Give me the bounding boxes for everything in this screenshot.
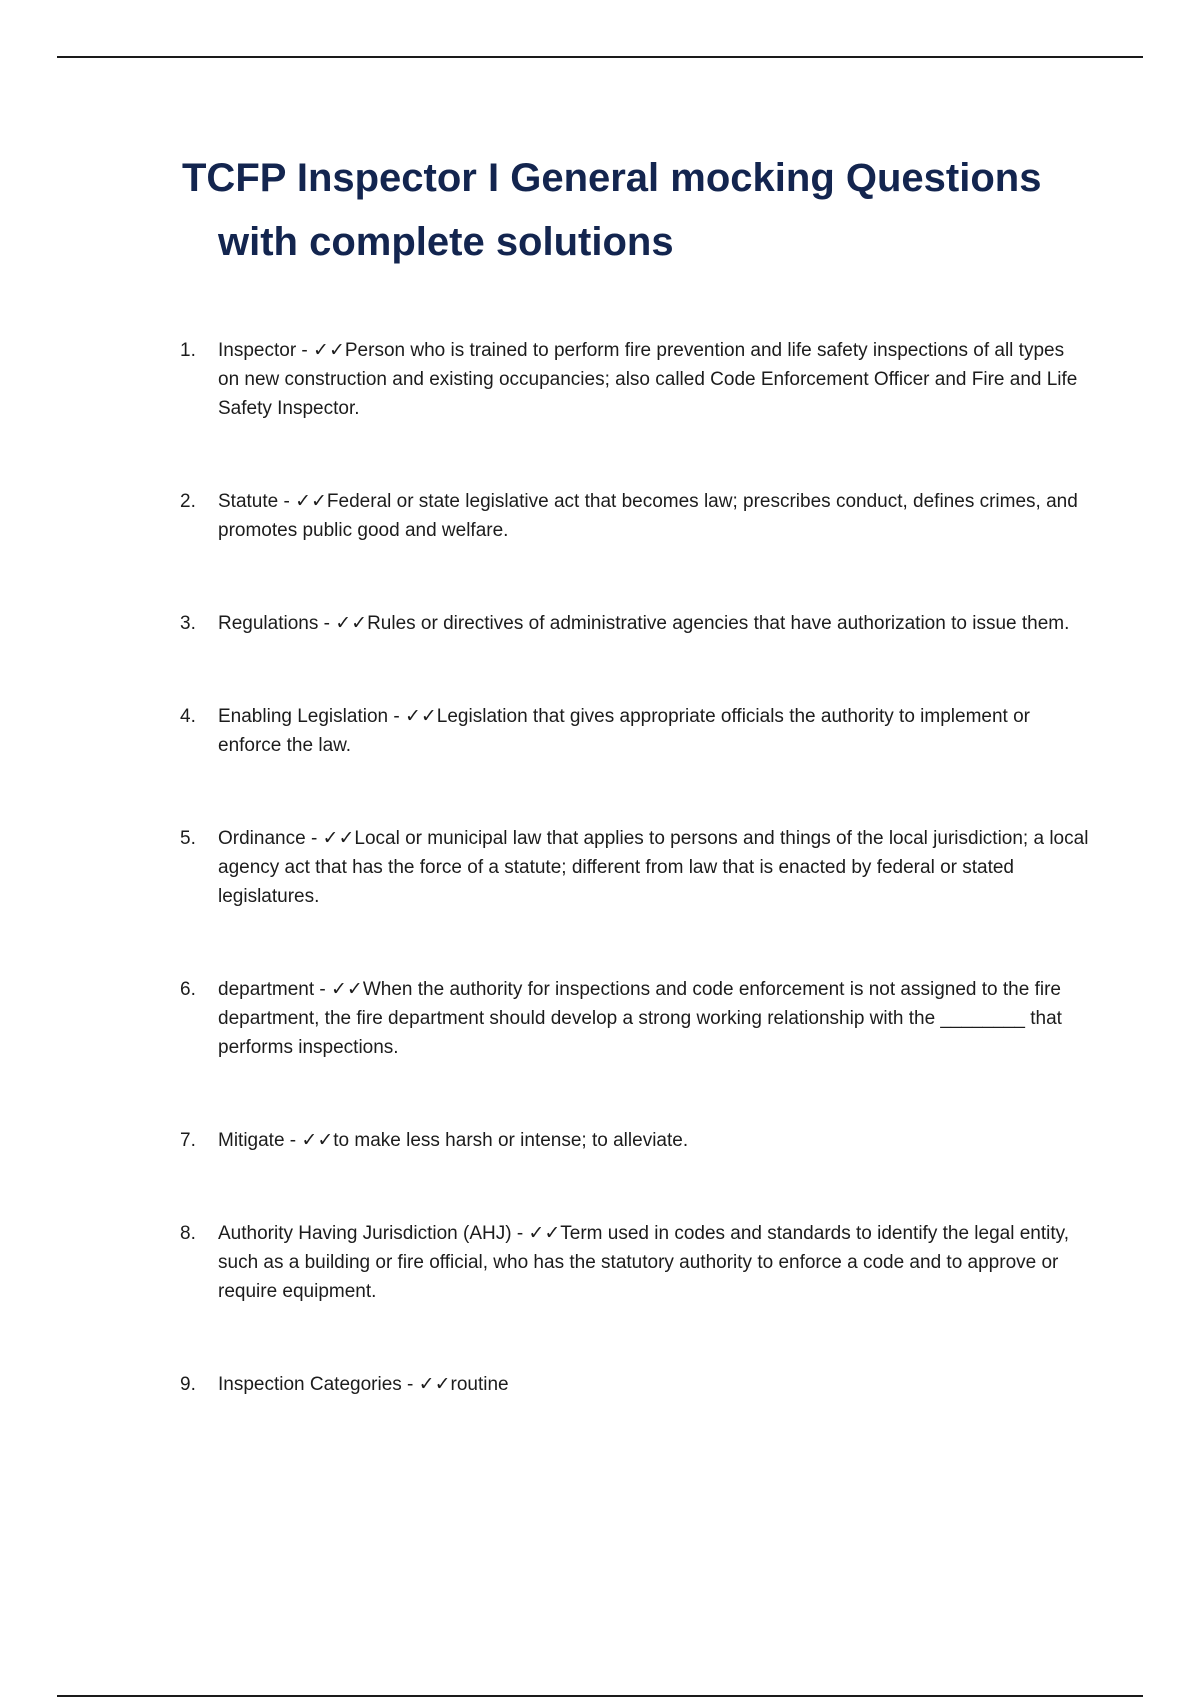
list-item xyxy=(180,336,1090,423)
top-divider xyxy=(57,56,1143,58)
list-item xyxy=(180,1219,1090,1306)
list-item xyxy=(180,702,1090,760)
item-number: 3. xyxy=(180,613,196,634)
item-number: 2. xyxy=(180,491,196,512)
item-number: 7. xyxy=(180,1130,196,1151)
item-text: Authority Having Jurisdiction (AHJ) - ✓✓Term used in codes and standards to identify the legal entity, such as a building or fire official, who has the statutory authority to enforce a code and to approve or require equipment. xyxy=(218,1223,1069,1302)
item-text: Regulations - ✓✓Rules or directives of administrative agencies that have authorization to issue them. xyxy=(218,613,1070,634)
list-item xyxy=(180,1126,1090,1155)
list-item xyxy=(180,609,1090,638)
item-number: 8. xyxy=(180,1223,196,1244)
title-line-1: TCFP Inspector I General mocking Questions xyxy=(182,156,1042,200)
item-text: Inspection Categories - ✓✓routine xyxy=(218,1374,509,1395)
item-number: 4. xyxy=(180,706,196,727)
item-text: Statute - ✓✓Federal or state legislative act that becomes law; prescribes conduct, defines crimes, and promotes public good and welfare. xyxy=(218,491,1078,541)
item-number: 1. xyxy=(180,340,196,361)
title-line-2: with complete solutions xyxy=(218,220,674,264)
item-text: Inspector - ✓✓Person who is trained to perform fire prevention and life safety inspections of all types on new construction and existing occupancies; also called Code Enforcement Officer and Fire and Life Safety Inspector. xyxy=(218,340,1078,419)
item-text: Mitigate - ✓✓to make less harsh or intense; to alleviate. xyxy=(218,1130,689,1151)
question-list xyxy=(180,336,1090,1463)
item-text: Enabling Legislation - ✓✓Legislation that gives appropriate officials the authority to implement or enforce the law. xyxy=(218,706,1030,756)
bottom-divider xyxy=(57,1695,1143,1697)
item-text: Ordinance - ✓✓Local or municipal law that applies to persons and things of the local jurisdiction; a local agency act that has the force of a statute; different from law that is enacted by federal or stated legislatures. xyxy=(218,828,1089,907)
item-number: 6. xyxy=(180,979,196,1000)
item-number: 5. xyxy=(180,828,196,849)
list-item xyxy=(180,487,1090,545)
list-item xyxy=(180,1370,1090,1399)
item-text: department - ✓✓When the authority for inspections and code enforcement is not assigned to the fire department, the fire department should develop a strong working relationship with the ________ that performs inspections. xyxy=(218,979,1062,1058)
document-title xyxy=(182,146,1082,274)
list-item xyxy=(180,824,1090,911)
item-number: 9. xyxy=(180,1374,196,1395)
list-item xyxy=(180,975,1090,1062)
